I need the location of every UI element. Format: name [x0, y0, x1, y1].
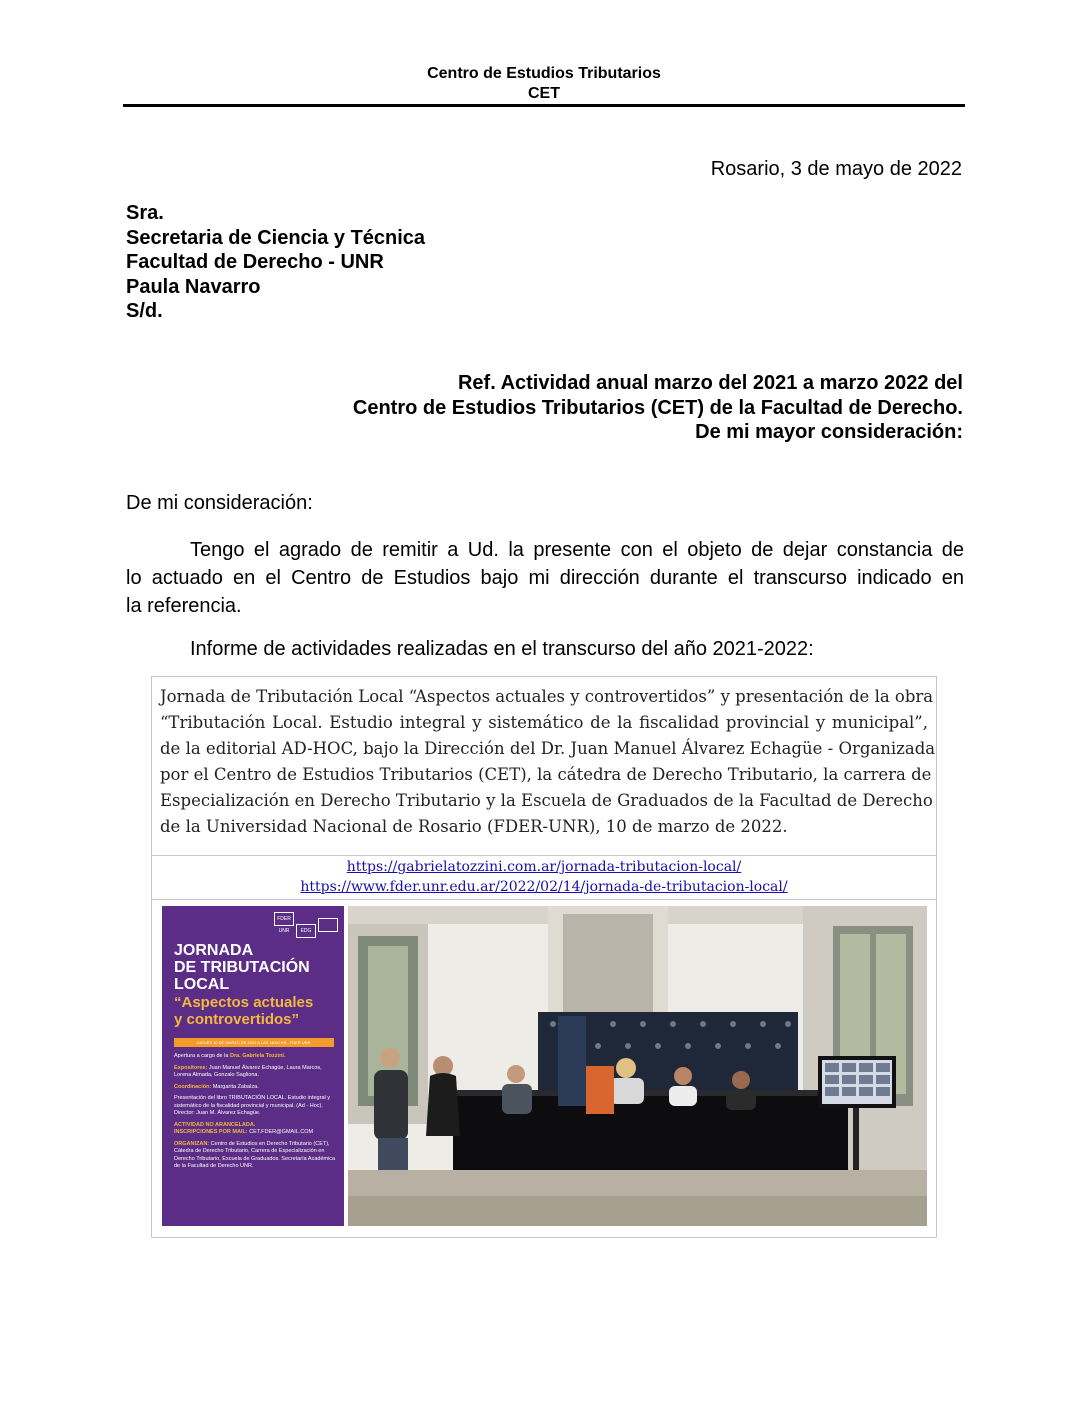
poster-logos	[272, 912, 338, 938]
reference-line: De mi mayor consideración:	[695, 421, 963, 443]
recipient-line: Paula Navarro	[126, 275, 261, 298]
paragraph-line: lo actuado en el Centro de Estudios bajo mi dirección durante el transcurso indicado en	[126, 567, 964, 589]
recipient-line: Sra.	[126, 202, 164, 224]
description-line: Jornada de Tributación Local “Aspectos actuales y controvertidos” y presentación de la obra	[160, 687, 934, 706]
body-paragraph	[126, 536, 964, 620]
fder-logo: FDER UNR	[274, 912, 294, 926]
edg-logo: EDG	[296, 924, 316, 938]
event-photo	[348, 906, 927, 1226]
poster-title-line: LOCAL	[174, 976, 230, 993]
report-title: Informe de actividades realizadas en el transcurso del año 2021-2022:	[190, 638, 814, 660]
description-line: de la editorial AD-HOC, bajo la Dirección del Dr. Juan Manuel Álvarez Echagüe - Organizada	[160, 739, 936, 758]
event-poster	[162, 906, 344, 1226]
header-acronym: CET	[528, 85, 560, 102]
description-line: de la Universidad Nacional de Rosario (FDER-UNR), 10 de marzo de 2022.	[160, 817, 788, 836]
recipient-block	[126, 201, 425, 324]
link-fder-unr[interactable]: https://www.fder.unr.edu.ar/2022/02/14/jornada-de-tributacion-local/	[300, 879, 788, 895]
reference-line: Ref. Actividad anual marzo del 2021 a marzo 2022 del	[457, 372, 963, 394]
paragraph-line: la referencia.	[126, 595, 242, 617]
reference-line: Centro de Estudios Tributarios (CET) de la Facultad de Derecho.	[352, 396, 963, 419]
poster-subtitle	[174, 994, 339, 1028]
poster-title-line: JORNADA	[174, 942, 254, 959]
letter-date: Rosario, 3 de mayo de 2022	[710, 158, 962, 180]
poster-date-bar: JUEVES 10 DE MARZO DE 2022 A LAS 18:00 HS - FDER UNR.	[174, 1038, 334, 1047]
poster-free: ACTIVIDAD NO ARANCELADA.	[174, 1121, 256, 1128]
table-row-divider	[152, 899, 936, 900]
poster-title-line: DE TRIBUTACIÓN	[174, 959, 310, 976]
poster-organizers: ORGANIZAN: Centro de Estudios en Derecho Tributario (CET), Cátedra de Derecho Tributario, Carrera de Especialización en Derecho Tributario, Escuela de Graduados. Secretaría Académica de la Facultad de Derecho UNR.	[174, 1140, 336, 1169]
recipient-line: Facultad de Derecho - UNR	[126, 251, 384, 273]
poster-body	[174, 1053, 339, 1171]
recipient-line: Secretaria de Ciencia y Técnica	[126, 226, 426, 249]
description-line: por el Centro de Estudios Tributarios (CET), la cátedra de Derecho Tributario, la carrera de	[160, 765, 932, 784]
header-rule	[123, 104, 965, 107]
paragraph-line: Tengo el agrado de remitir a Ud. la presente con el objeto de dejar constancia de	[190, 539, 964, 561]
poster-coordination: Coordinación: Margarita Zabalza.	[174, 1083, 259, 1090]
greeting: De mi consideración:	[126, 492, 313, 514]
poster-book: Presentación del libro TRIBUTACIÓN LOCAL. Estudio integral y sistemático de la fiscalidad provincial y municipal. (Ad - Hoc). Director: Juan M. Álvarez Echagüe.	[174, 1095, 331, 1116]
poster-opening: Apertura a cargo de la Dra. Gabriela Tozzini.	[174, 1053, 286, 1059]
table-row-divider	[152, 855, 936, 856]
poster-title	[174, 942, 339, 993]
poster-subtitle-line: y controvertidos”	[174, 1011, 300, 1028]
reference-block	[353, 371, 963, 445]
header-organization: Centro de Estudios Tributarios	[427, 65, 661, 82]
activity-table	[151, 676, 937, 1238]
link-gabrielatozzini[interactable]: https://gabrielatozzini.com.ar/jornada-tributacion-local/	[346, 859, 742, 875]
activity-links	[152, 857, 936, 897]
description-line: “Tributación Local. Estudio integral y sistemático de la fiscalidad provincial y municipal”,	[160, 713, 928, 732]
recipient-line: S/d.	[126, 300, 163, 322]
activity-description	[160, 684, 936, 840]
poster-subtitle-line: “Aspectos actuales	[174, 994, 314, 1011]
poster-speakers: Expositores: Juan Manuel Álvarez Echagüe, Laura Marcos, Lorena Almada, Gonzalo Sagliona.	[174, 1064, 322, 1078]
event-photo-illustration	[348, 906, 927, 1226]
description-line: Especialización en Derecho Tributario y la Escuela de Graduados de la Facultad de Derecho	[160, 791, 933, 810]
secretaria-logo	[318, 918, 338, 932]
poster-registration: INSCRIPCIONES POR MAIL: CET.FDER@GMAIL.COM	[174, 1129, 314, 1135]
